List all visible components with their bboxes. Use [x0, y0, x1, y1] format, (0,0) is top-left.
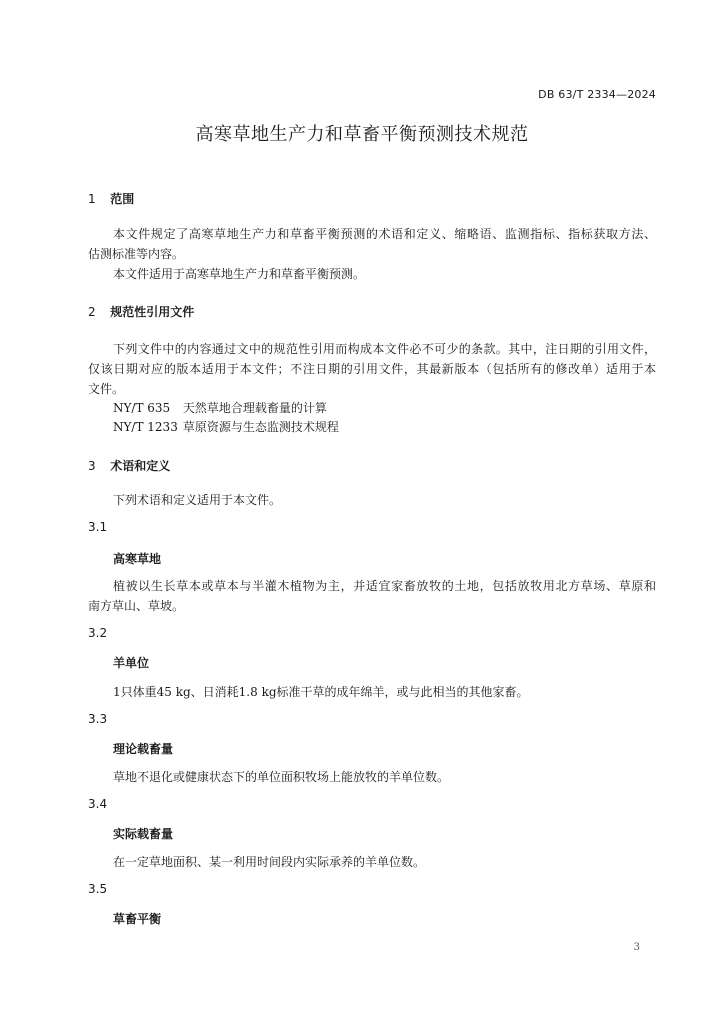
reference-entry	[113, 399, 327, 416]
reference-entry	[113, 418, 339, 435]
section-title: 范围	[110, 192, 135, 206]
section-heading-scope	[88, 190, 134, 207]
paragraph-line: 仅该日期对应的版本适用于本文件；不注日期的引用文件，其最新版本（包括所有的修改单）适用于本	[88, 362, 656, 376]
term-name: 实际载畜量	[113, 827, 174, 841]
reference-title: 草原资源与生态监测技术规程	[182, 420, 339, 434]
reference-code: NY/T 635	[113, 401, 171, 415]
section-heading-terms	[88, 457, 170, 474]
term-name: 羊单位	[113, 656, 150, 670]
term-number: 3.2	[88, 626, 108, 640]
term-number: 3.3	[88, 712, 108, 726]
term-name: 草畜平衡	[113, 912, 162, 926]
document-title: 高寒草地生产力和草畜平衡预测技术规范	[195, 124, 529, 145]
section-heading-normative-references	[88, 303, 194, 320]
term-definition-line: 南方草山、草坡。	[88, 599, 185, 613]
term-number: 3.5	[88, 882, 108, 896]
term-definition-line: 草地不退化或健康状态下的单位面积牧场上能放牧的羊单位数。	[113, 770, 450, 784]
term-number: 3.1	[88, 520, 108, 534]
section-title: 规范性引用文件	[110, 305, 195, 319]
reference-title: 天然草地合理载畜量的计算	[182, 401, 327, 415]
term-definition-line: 植被以生长草本或草本与半灌木植物为主，并适宜家畜放牧的土地，包括放牧用北方草场、草原和	[113, 579, 656, 593]
paragraph-line: 文件。	[88, 382, 125, 396]
section-title: 术语和定义	[110, 459, 171, 473]
paragraph-line: 下列文件中的内容通过文中的规范性引用而构成本文件必不可少的条款。其中，注日期的引用文件，	[113, 342, 656, 356]
paragraph-line: 估测标准等内容。	[88, 247, 185, 261]
section-number: 2	[88, 305, 96, 319]
paragraph-line: 本文件规定了高寒草地生产力和草畜平衡预测的术语和定义、缩略语、监测指标、指标获取方法、	[113, 227, 656, 241]
page-number: 3	[633, 942, 640, 953]
term-name: 高寒草地	[113, 552, 162, 566]
standard-code: DB 63/T 2334—2024	[538, 88, 656, 101]
paragraph-line: 本文件适用于高寒草地生产力和草畜平衡预测。	[113, 267, 366, 281]
term-definition-line: 在一定草地面积、某一利用时间段内实际承养的羊单位数。	[113, 855, 426, 869]
term-number: 3.4	[88, 797, 108, 811]
section-number: 1	[88, 192, 96, 206]
paragraph-line: 下列术语和定义适用于本文件。	[113, 493, 282, 507]
reference-code: NY/T 1233	[113, 420, 178, 434]
term-name: 理论载畜量	[113, 742, 174, 756]
term-definition-line: 1只体重45 kg、日消耗1.8 kg标准干草的成年绵羊，或与此相当的其他家畜。	[113, 685, 529, 699]
section-number: 3	[88, 459, 96, 473]
